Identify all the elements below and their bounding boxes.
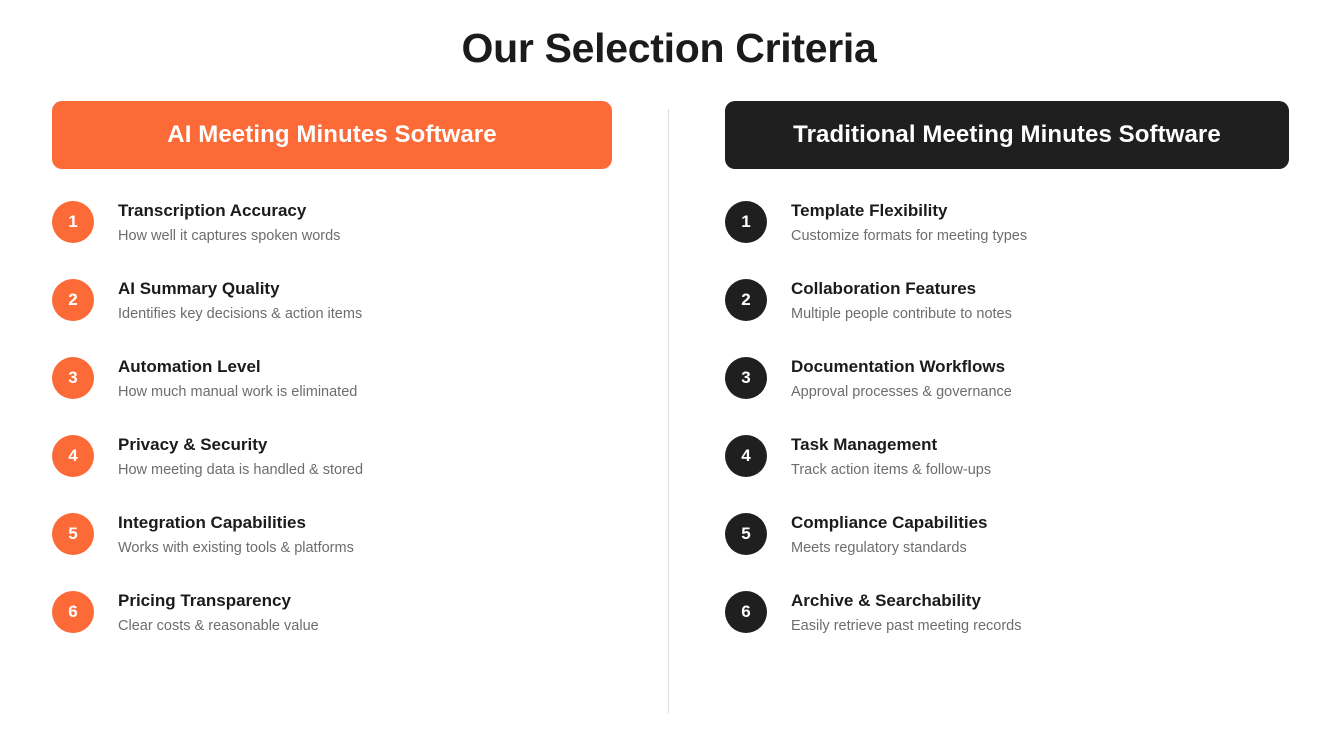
list-item <box>52 199 612 247</box>
item-title: Pricing Transparency <box>118 591 291 611</box>
item-text <box>791 511 988 559</box>
comparison-columns <box>0 101 1338 713</box>
item-title: Integration Capabilities <box>118 513 306 533</box>
item-number-badge <box>52 279 94 321</box>
item-description: Identifies key decisions & action items <box>118 306 363 323</box>
item-description: How meeting data is handled & stored <box>118 462 364 479</box>
item-number-badge <box>52 513 94 555</box>
item-number-badge <box>52 435 94 477</box>
item-number-badge <box>725 357 767 399</box>
item-number-badge <box>52 357 94 399</box>
criteria-list-ai <box>52 199 612 637</box>
item-text <box>791 277 1012 325</box>
item-text <box>791 355 1012 403</box>
list-item <box>725 511 1285 559</box>
list-item <box>725 199 1285 247</box>
item-description: How well it captures spoken words <box>118 228 341 245</box>
item-number-badge <box>725 279 767 321</box>
item-description: Track action items & follow-ups <box>791 462 992 479</box>
item-title: Automation Level <box>118 357 261 377</box>
item-number: 3 <box>741 368 751 388</box>
item-text <box>118 511 354 559</box>
item-number: 4 <box>741 446 751 466</box>
item-description: Multiple people contribute to notes <box>791 306 1012 323</box>
item-description: Clear costs & reasonable value <box>118 618 319 635</box>
item-title: Task Management <box>791 435 938 455</box>
item-description: How much manual work is eliminated <box>118 384 358 401</box>
list-item <box>52 277 612 325</box>
item-text <box>791 199 1027 247</box>
item-description: Works with existing tools & platforms <box>118 540 354 557</box>
page-title: Our Selection Criteria <box>461 25 877 71</box>
list-item <box>52 589 612 637</box>
item-title: Collaboration Features <box>791 279 977 299</box>
item-title: Template Flexibility <box>791 201 948 221</box>
column-divider <box>668 109 669 713</box>
column-header-traditional-label: Traditional Meeting Minutes Software <box>793 121 1221 149</box>
list-item <box>52 511 612 559</box>
list-item <box>725 589 1285 637</box>
item-description: Easily retrieve past meeting records <box>791 618 1022 635</box>
item-number: 5 <box>741 524 751 544</box>
item-number: 6 <box>68 602 78 622</box>
item-title: Privacy & Security <box>118 435 268 455</box>
item-title: Compliance Capabilities <box>791 513 988 533</box>
item-text <box>791 433 991 481</box>
item-number: 2 <box>741 290 751 310</box>
item-number-badge <box>725 435 767 477</box>
item-text <box>118 199 340 247</box>
item-number: 3 <box>68 368 78 388</box>
item-title: Documentation Workflows <box>791 357 1006 377</box>
item-number-badge <box>52 591 94 633</box>
item-text <box>118 433 363 481</box>
item-description: Meets regulatory standards <box>791 540 967 557</box>
item-number: 6 <box>741 602 751 622</box>
criteria-list-traditional <box>725 199 1285 637</box>
item-number: 2 <box>68 290 78 310</box>
column-header-traditional <box>725 101 1289 169</box>
column-header-ai-label: AI Meeting Minutes Software <box>167 121 497 149</box>
item-description: Customize formats for meeting types <box>791 228 1028 245</box>
item-number: 5 <box>68 524 78 544</box>
item-description: Approval processes & governance <box>791 384 1012 401</box>
item-number: 1 <box>741 212 751 232</box>
item-number-badge <box>725 513 767 555</box>
item-text <box>118 277 362 325</box>
selection-criteria-page <box>0 24 1338 750</box>
item-text <box>118 355 357 403</box>
item-title: Archive & Searchability <box>791 591 981 611</box>
item-title: AI Summary Quality <box>118 279 280 299</box>
list-item <box>725 433 1285 481</box>
list-item <box>52 355 612 403</box>
item-text <box>791 589 1022 637</box>
item-number-badge <box>725 591 767 633</box>
column-traditional-software <box>725 101 1285 713</box>
column-ai-software <box>52 101 612 713</box>
item-number-badge <box>52 201 94 243</box>
item-text <box>118 589 319 637</box>
list-item <box>52 433 612 481</box>
item-title: Transcription Accuracy <box>118 201 307 221</box>
item-number-badge <box>725 201 767 243</box>
item-number: 1 <box>68 212 78 232</box>
list-item <box>725 277 1285 325</box>
list-item <box>725 355 1285 403</box>
item-number: 4 <box>68 446 78 466</box>
column-header-ai <box>52 101 612 169</box>
